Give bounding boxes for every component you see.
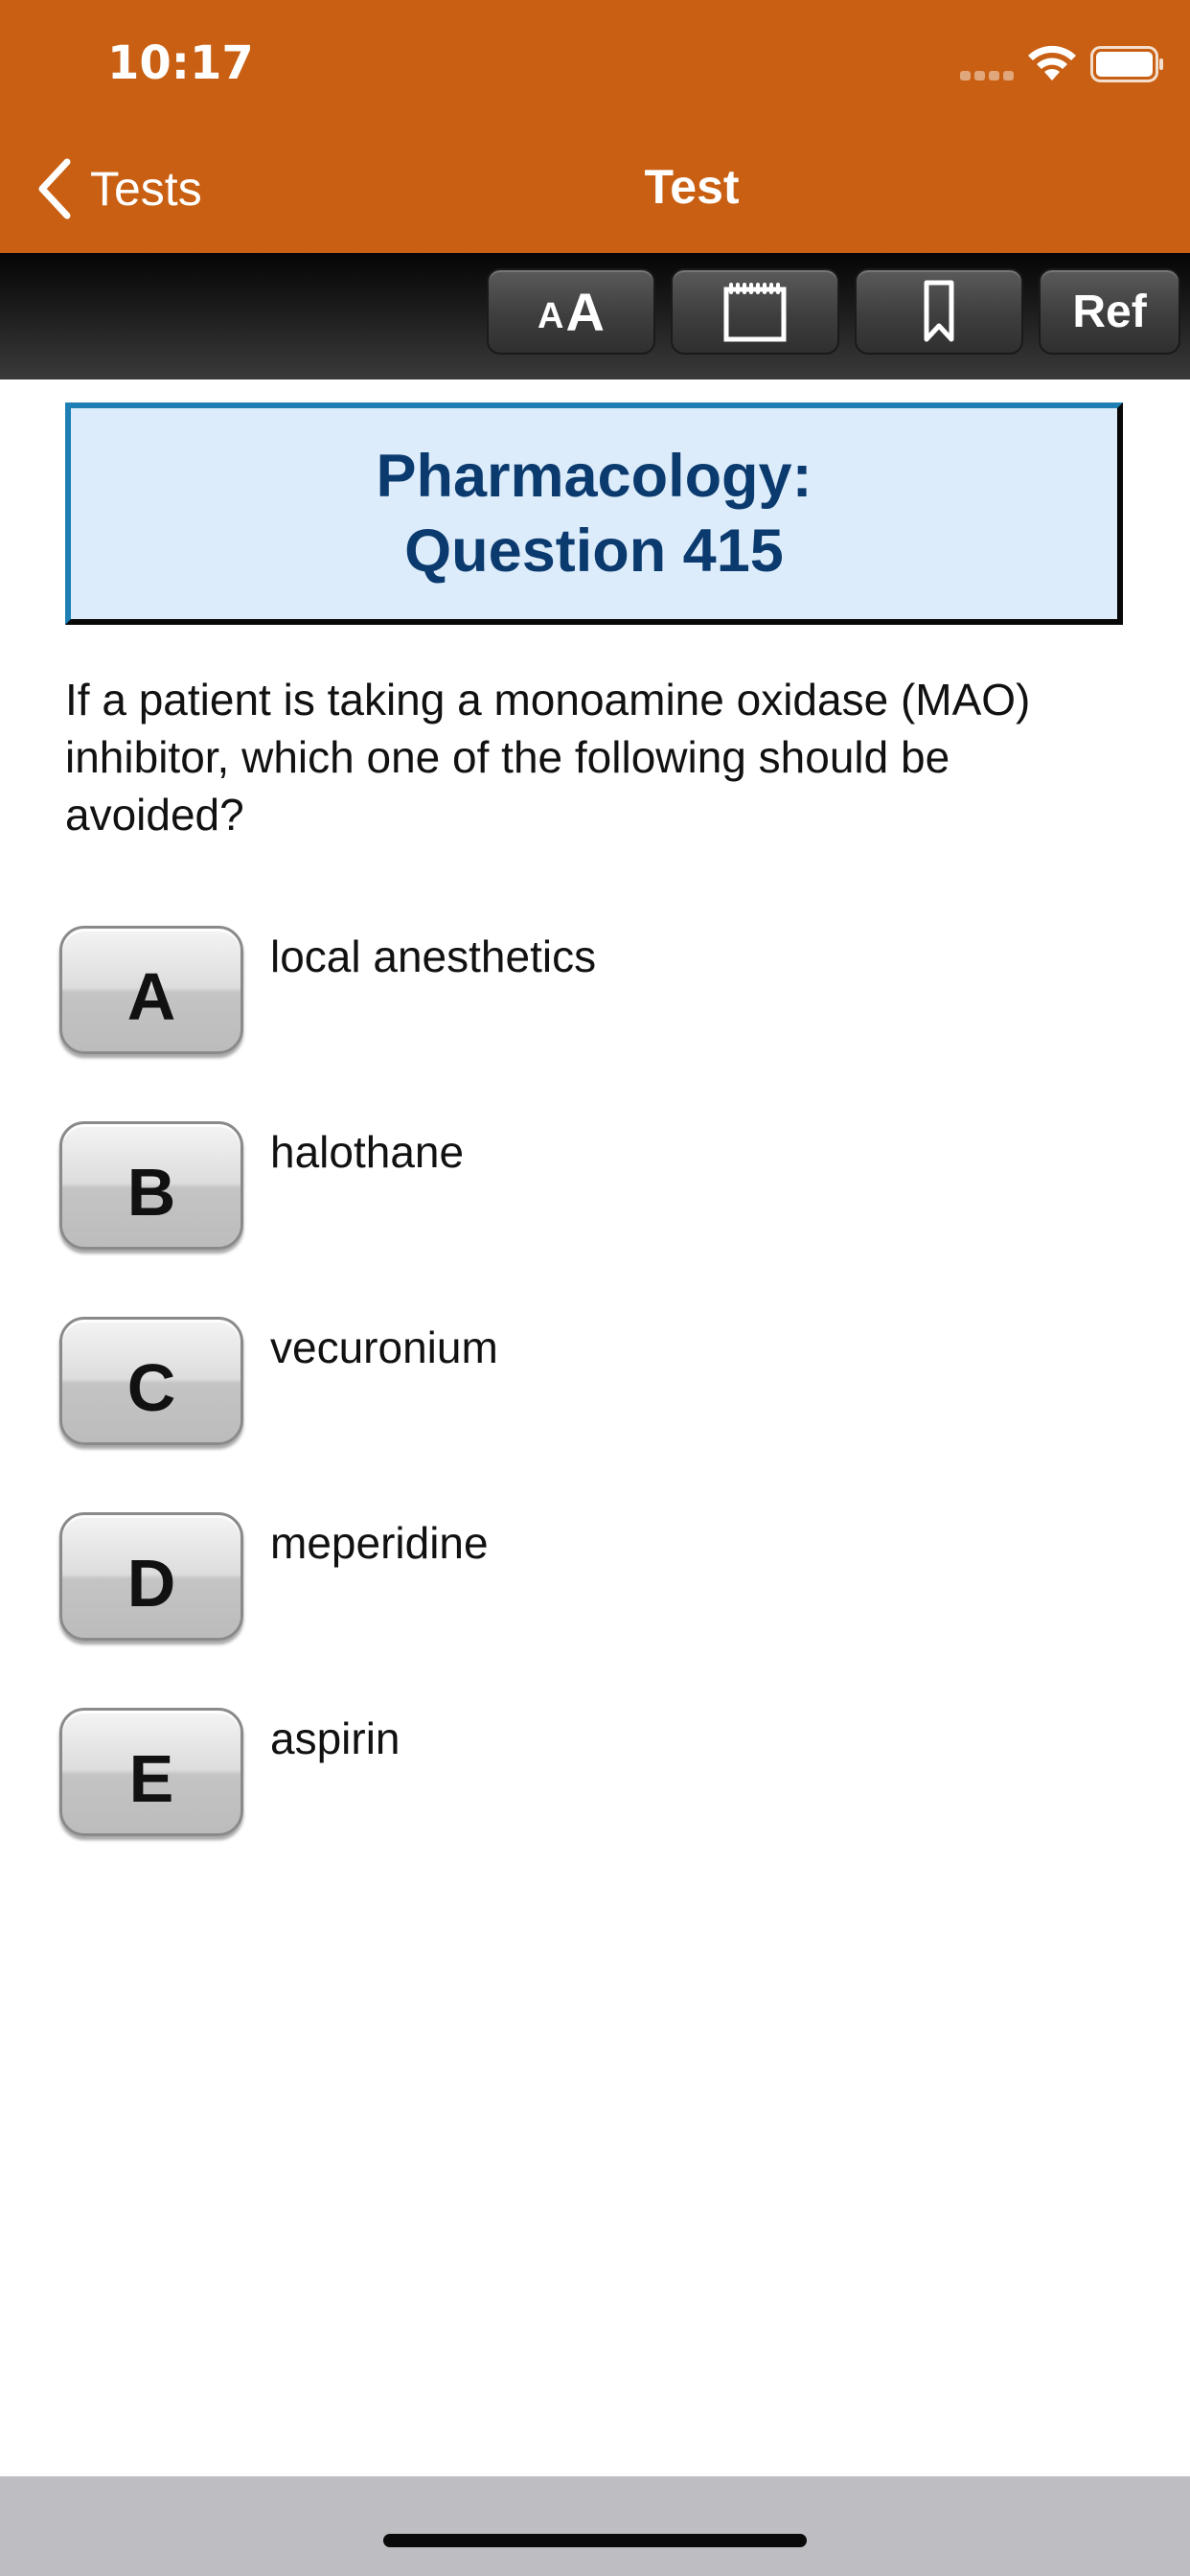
battery-icon (1090, 46, 1165, 82)
answer-button-a[interactable]: A (59, 926, 243, 1054)
toolbar (0, 253, 1190, 380)
status-time: 10:17 (107, 36, 254, 90)
answer-button-b[interactable]: B (59, 1121, 243, 1250)
notepad-icon (721, 280, 789, 343)
cellular-signal-icon (960, 71, 1018, 80)
bottom-bar (0, 2476, 1190, 2576)
answer-text-c: vecuronium (270, 1322, 498, 1372)
font-size-button[interactable] (487, 268, 655, 355)
answer-option-c (59, 1317, 1161, 1451)
page-title: Test (644, 160, 740, 214)
bookmark-icon (923, 280, 955, 343)
answer-text-a: local anesthetics (270, 932, 597, 981)
notes-button[interactable] (671, 268, 839, 355)
answer-text-b: halothane (270, 1127, 465, 1177)
answer-option-a (59, 926, 1161, 1060)
question-heading-box (65, 402, 1123, 625)
font-size-icon-small: A (538, 295, 564, 336)
status-indicators (903, 0, 1190, 96)
wifi-icon (1025, 42, 1079, 84)
answer-button-d[interactable]: D (59, 1512, 243, 1641)
question-text: If a patient is taking a monoamine oxidase (MAO) inhibitor, which one of the following should be avoided? (65, 675, 1031, 840)
back-button-label: Tests (90, 162, 202, 216)
answer-button-c[interactable]: C (59, 1317, 243, 1445)
question-subject: Pharmacology: (376, 443, 812, 510)
answer-button-e[interactable]: E (59, 1708, 243, 1836)
bookmark-button[interactable] (855, 268, 1023, 355)
home-indicator[interactable] (383, 2534, 807, 2547)
answer-text-d: meperidine (270, 1518, 489, 1568)
app-header (0, 0, 1190, 253)
reference-button[interactable]: Ref (1039, 268, 1180, 355)
font-size-icon-big: A (565, 281, 605, 342)
question-number: Question 415 (404, 518, 784, 585)
answer-option-b (59, 1121, 1161, 1255)
answer-text-e: aspirin (270, 1714, 400, 1763)
answer-option-e (59, 1708, 1161, 1842)
answer-option-d (59, 1512, 1161, 1646)
